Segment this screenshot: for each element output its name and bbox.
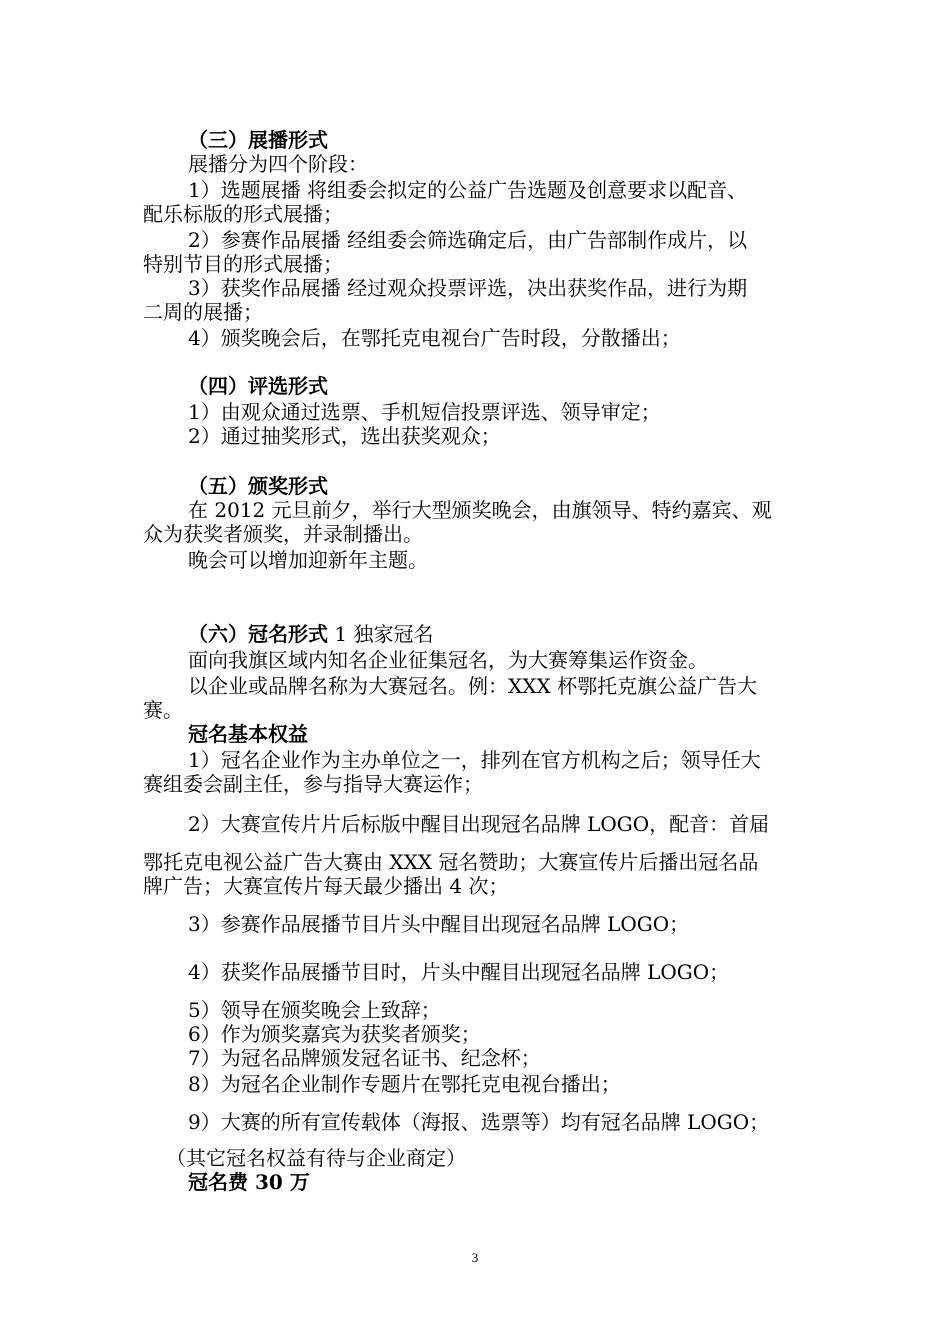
section-3-item-3-cont: 二周的展播； <box>143 300 263 324</box>
section-3-item-1: 1）选题展播 将组委会拟定的公益广告选题及创意要求以配音、 <box>188 178 748 202</box>
section-5-paragraph-cont: 众为获奖者颁奖，并录制播出。 <box>143 522 423 546</box>
right-5: 5）领导在颁奖晚会上致辞； <box>188 998 441 1022</box>
section-5-paragraph-2: 晚会可以增加迎新年主题。 <box>188 548 428 572</box>
right-1-cont: 赛组委会副主任，参与指导大赛运作； <box>143 772 483 796</box>
sponsorship-fee: 冠名费 30 万 <box>188 1170 310 1194</box>
section-5-heading: （五）颁奖形式 <box>188 474 328 498</box>
section-5-paragraph: 在 2012 元旦前夕，举行大型颁奖晚会，由旗领导、特约嘉宾、观 <box>188 498 772 522</box>
right-2-cont: 鄂托克电视公益广告大赛由 XXX 冠名赞助；大赛宣传片后播出冠名品 <box>143 850 759 874</box>
section-4-heading: （四）评选形式 <box>188 374 328 398</box>
right-7: 7）为冠名品牌颁发冠名证书、纪念杯； <box>188 1046 541 1070</box>
right-4: 4）获奖作品展播节目时，片头中醒目出现冠名品牌 LOGO； <box>188 960 730 984</box>
section-3-item-2: 2）参赛作品展播 经组委会筛选确定后，由广告部制作成片，以 <box>188 228 748 252</box>
section-6-line-2: 以企业或品牌名称为大赛冠名。例：XXX 杯鄂托克旗公益广告大 <box>188 674 758 698</box>
section-3-heading: （三）展播形式 <box>188 128 328 152</box>
section-4-item-1: 1）由观众通过选票、手机短信投票评选、领导审定； <box>188 400 661 424</box>
section-6-line-2-cont: 赛。 <box>143 698 183 722</box>
rights-note: （其它冠名权益有待与企业商定） <box>166 1146 466 1170</box>
right-8: 8）为冠名企业制作专题片在鄂托克电视台播出； <box>188 1072 621 1096</box>
right-1: 1）冠名企业作为主办单位之一，排列在官方机构之后；领导任大 <box>188 748 761 772</box>
right-9: 9）大赛的所有宣传载体（海报、选票等）均有冠名品牌 LOGO； <box>188 1110 770 1134</box>
section-3-intro: 展播分为四个阶段： <box>188 152 368 176</box>
section-6-heading-suffix: 1 独家冠名 <box>328 622 434 646</box>
rights-heading: 冠名基本权益 <box>188 722 308 746</box>
page-number: 3 <box>471 1250 479 1265</box>
right-3: 3）参赛作品展播节目片头中醒目出现冠名品牌 LOGO； <box>188 912 690 936</box>
section-6-heading: （六）冠名形式 <box>188 622 328 646</box>
right-6: 6）作为颁奖嘉宾为获奖者颁奖； <box>188 1022 481 1046</box>
right-2: 2）大赛宣传片片后标版中醒目出现冠名品牌 LOGO，配音：首届 <box>188 812 770 836</box>
section-3-item-2-cont: 特别节目的形式展播； <box>143 252 343 276</box>
section-3-item-4: 4）颁奖晚会后，在鄂托克电视台广告时段，分散播出； <box>188 326 681 350</box>
section-6-line-1: 面向我旗区域内知名企业征集冠名，为大赛筹集运作资金。 <box>188 648 708 672</box>
section-3-item-3: 3）获奖作品展播 经过观众投票评选，决出获奖作品，进行为期 <box>188 276 748 300</box>
section-4-item-2: 2）通过抽奖形式，选出获奖观众； <box>188 424 501 448</box>
section-6-heading-line <box>188 622 433 646</box>
section-3-item-1-cont: 配乐标版的形式展播； <box>143 202 343 226</box>
right-2-cont-2: 牌广告；大赛宣传片每天最少播出 4 次； <box>143 874 509 898</box>
